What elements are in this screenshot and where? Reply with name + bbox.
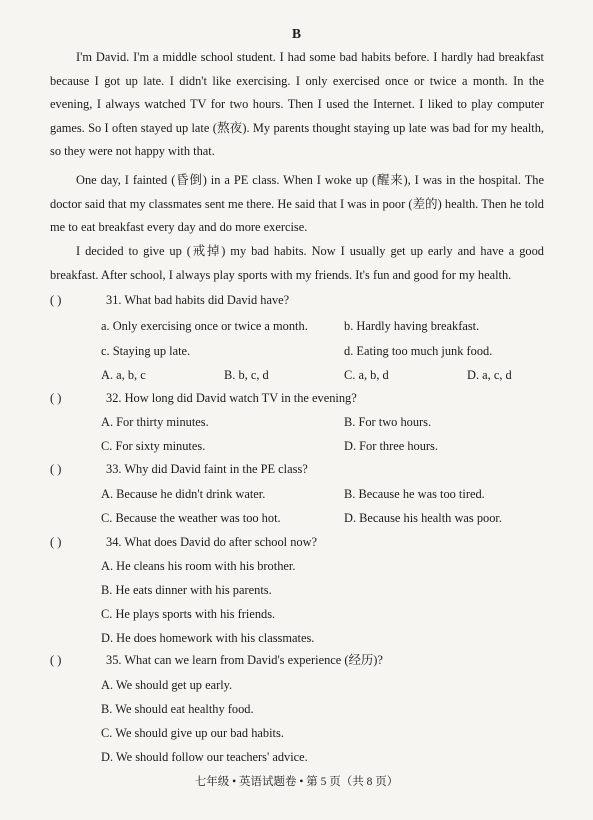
option-d[interactable]: D. We should follow our teachers' advice. — [101, 750, 308, 764]
option-d[interactable]: D. For three hours. — [344, 439, 438, 453]
answer-blank[interactable]: ( ) — [50, 653, 62, 667]
option-b[interactable]: B. Because he was too tired. — [344, 487, 485, 501]
passage-paragraph-1: I'm David. I'm a middle school student. I had some bad habits before. I hardly had breakfast because I got up late. I didn't like exercising. I only exercised once or twice a month. In the evening, I always watched TV for two hours. Then I used the Internet. I liked to play computer games. So I often stayed up late (熬夜). My parents thought staying up late was bad for my health, so they were not happy with that. — [50, 50, 544, 159]
sub-item-c: c. Staying up late. — [101, 344, 191, 358]
option-c[interactable]: C. Because the weather was too hot. — [101, 511, 281, 525]
sub-item-d: d. Eating too much junk food. — [344, 344, 493, 358]
question-stem: 31. What bad habits did David have? — [106, 293, 290, 307]
passage-paragraph-3: I decided to give up (戒掉) my bad habits. Now I usually get up early and have a good breakfast. After school, I always play sports with my friends. It's fun and good for my health. — [50, 244, 544, 282]
question-32 — [50, 390, 544, 406]
passage-paragraph-2: One day, I fainted (昏倒) in a PE class. When I woke up (醒来), I was in the hospital. The doctor said that my classmates sent me there. He said that I was in poor (差的) health. Then he told me to eat breakfast every day and do more exercise. — [50, 173, 544, 235]
option-a[interactable]: A. a, b, c — [101, 368, 146, 382]
question-33 — [50, 461, 544, 477]
option-d[interactable]: D. He does homework with his classmates. — [101, 631, 315, 645]
option-b[interactable]: B. For two hours. — [344, 415, 432, 429]
option-d[interactable]: D. a, c, d — [467, 368, 512, 382]
option-a[interactable]: A. Because he didn't drink water. — [101, 487, 266, 501]
sub-item-a: a. Only exercising once or twice a month. — [101, 319, 308, 333]
question-31 — [50, 292, 544, 308]
question-35 — [50, 652, 544, 668]
question-stem: 35. What can we learn from David's experience (经历)? — [106, 653, 383, 667]
option-a[interactable]: A. For thirty minutes. — [101, 415, 209, 429]
section-title: B — [291, 26, 301, 41]
sub-item-b: b. Hardly having breakfast. — [344, 319, 480, 333]
option-b[interactable]: B. He eats dinner with his parents. — [101, 583, 272, 597]
option-c[interactable]: C. For sixty minutes. — [101, 439, 206, 453]
question-stem: 32. How long did David watch TV in the evening? — [106, 391, 357, 405]
option-d[interactable]: D. Because his health was poor. — [344, 511, 502, 525]
answer-blank[interactable]: ( ) — [50, 391, 62, 405]
question-stem: 33. Why did David faint in the PE class? — [106, 462, 308, 476]
option-c[interactable]: C. He plays sports with his friends. — [101, 607, 276, 621]
option-c[interactable]: C. We should give up our bad habits. — [101, 726, 284, 740]
answer-blank[interactable]: ( ) — [50, 462, 62, 476]
answer-blank[interactable]: ( ) — [50, 293, 62, 307]
page-footer: 七年级 • 英语试题卷 • 第 5 页（共 8 页） — [194, 776, 399, 788]
option-b[interactable]: B. We should eat healthy food. — [101, 702, 254, 716]
option-a[interactable]: A. He cleans his room with his brother. — [101, 559, 296, 573]
option-b[interactable]: B. b, c, d — [224, 368, 269, 382]
question-stem: 34. What does David do after school now? — [106, 535, 318, 549]
option-c[interactable]: C. a, b, d — [344, 368, 389, 382]
answer-blank[interactable]: ( ) — [50, 535, 62, 549]
option-a[interactable]: A. We should get up early. — [101, 678, 233, 692]
question-34 — [50, 534, 544, 550]
